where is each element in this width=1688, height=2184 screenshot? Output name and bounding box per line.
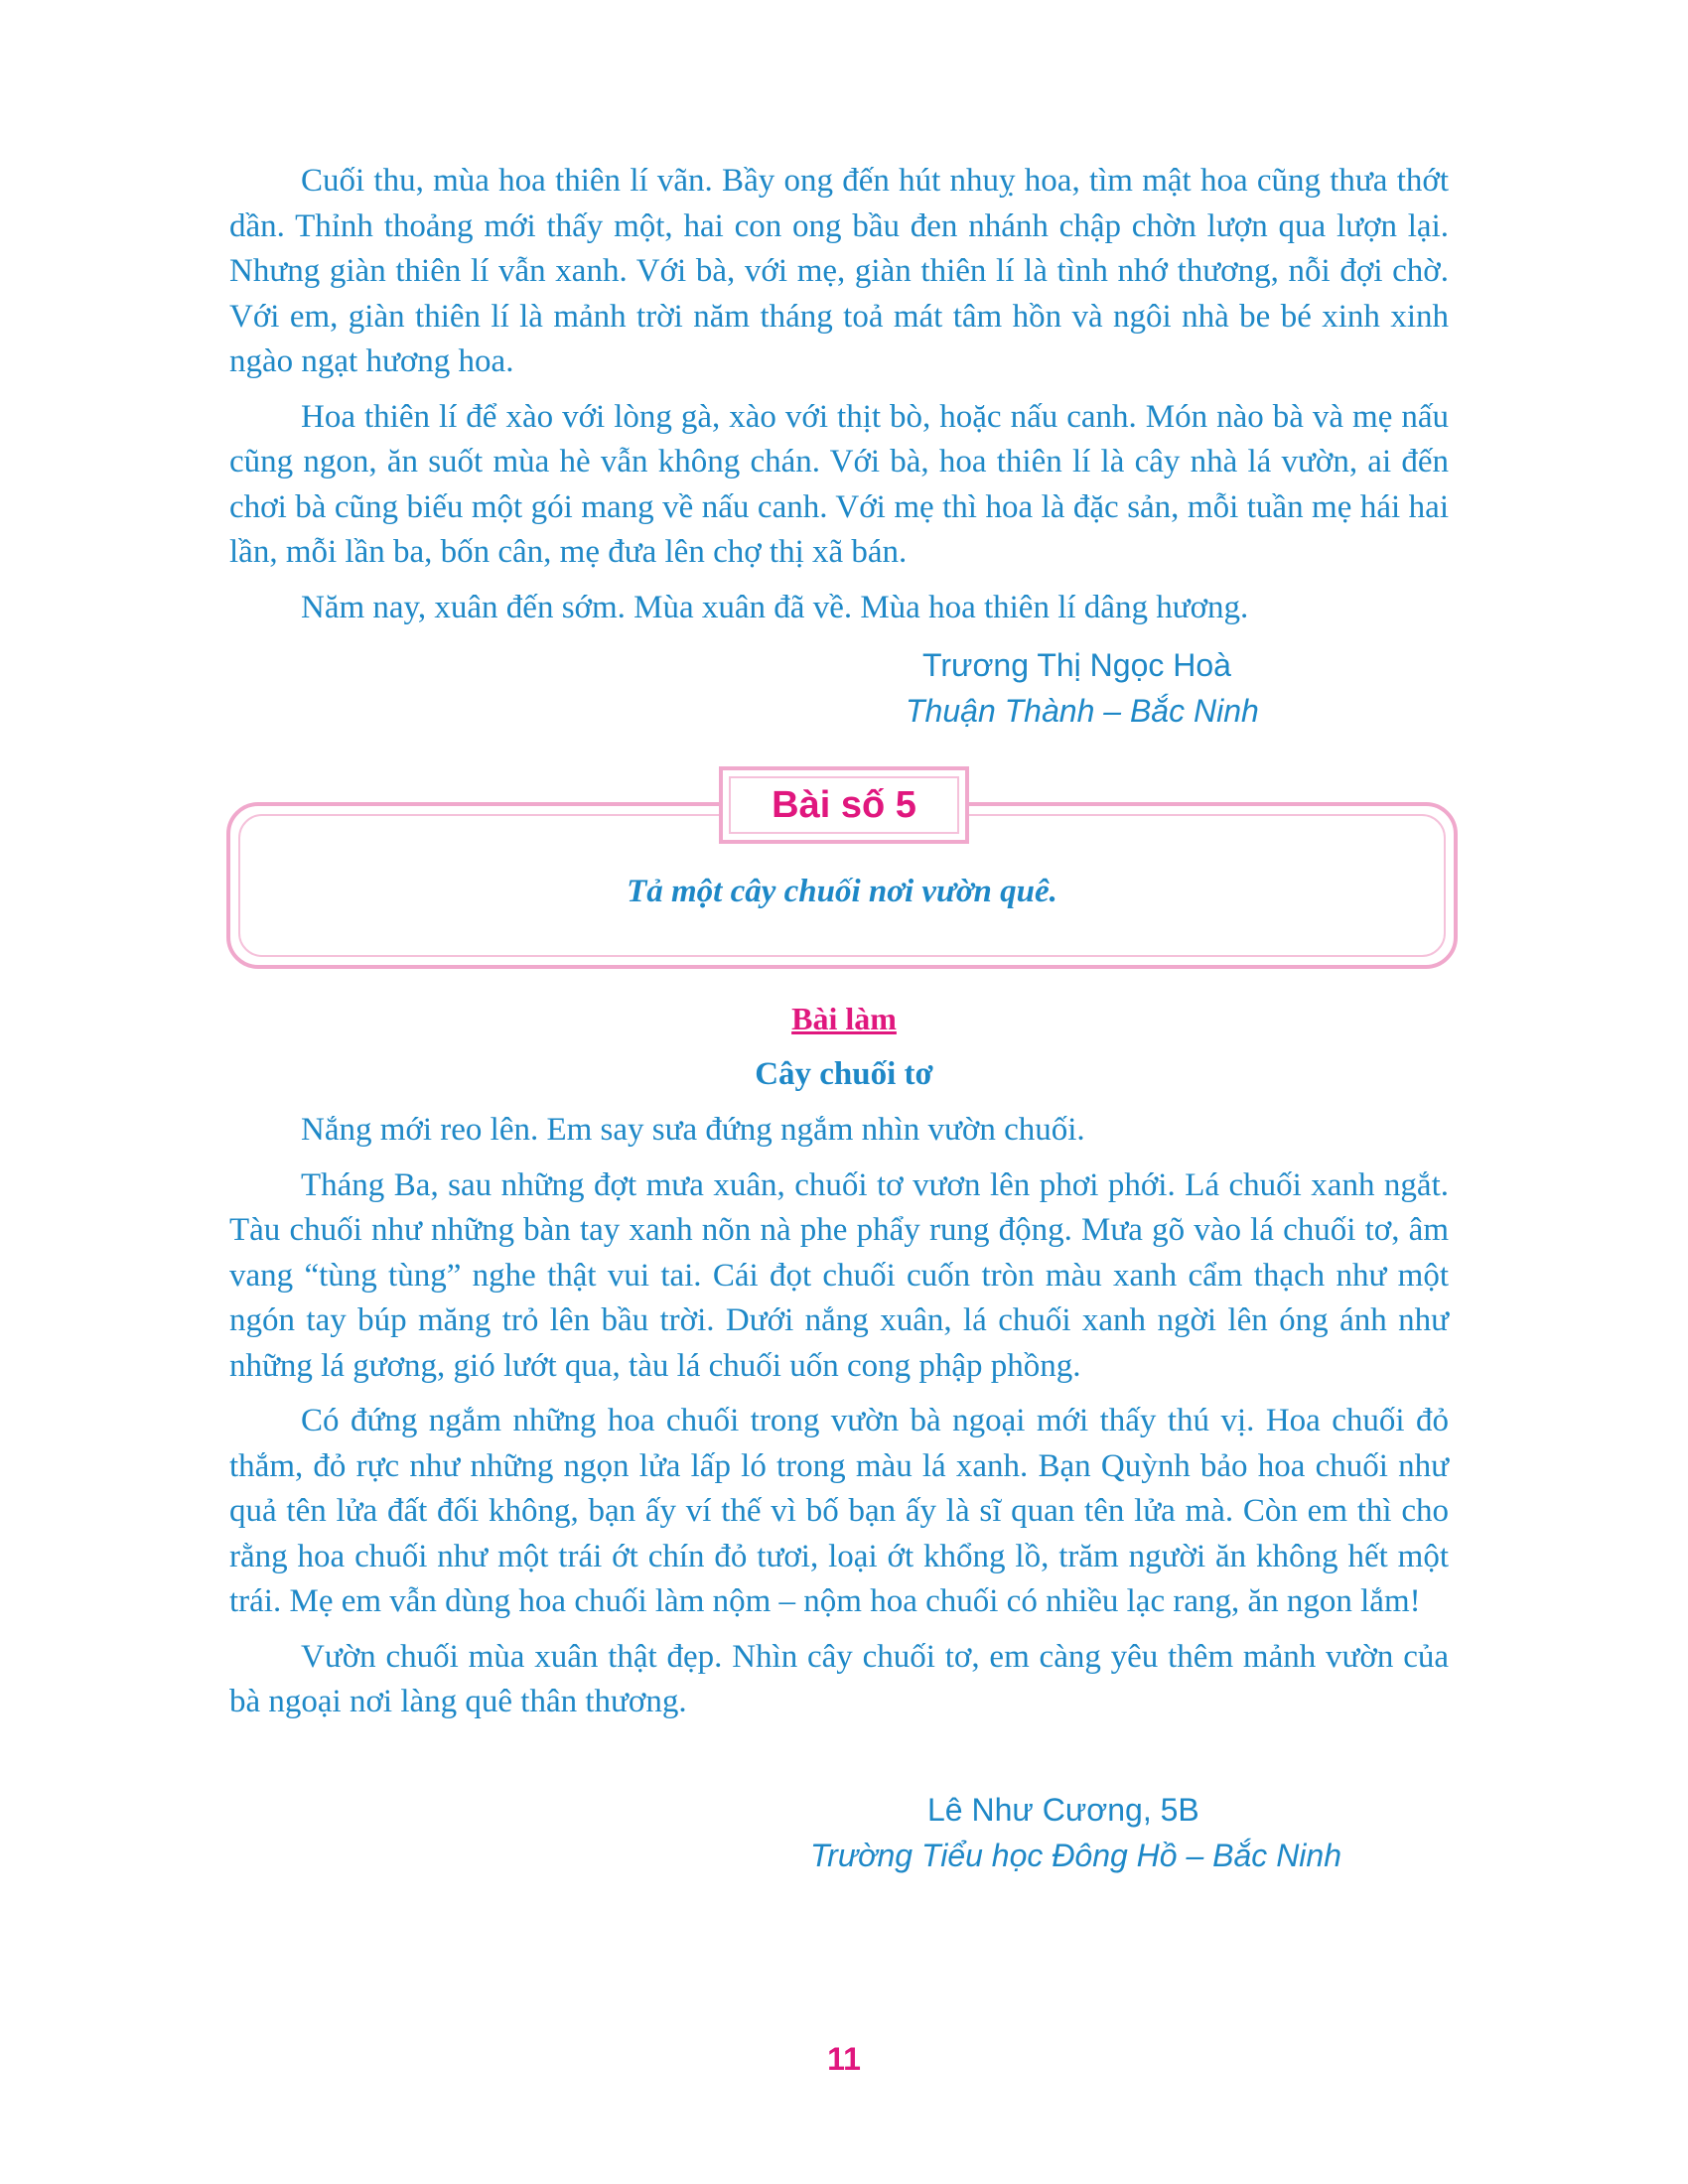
- answer-title: Cây chuối tơ: [755, 1056, 933, 1092]
- answer-paragraph: Tháng Ba, sau những đợt mưa xuân, chuối tơ vươn lên phơi phới. Lá chuối xanh ngắt. Tàu chuối như những bàn tay xanh nõn nà phe phẩy rung động. Mưa gõ vào lá chuối tơ, âm vang “tùng tùng” nghe thật vui tai. Cái đọt chuối cuốn tròn màu xanh cẩm thạch như một ngón tay búp măng trỏ lên bầu trời. Dưới nắng xuân, lá chuối xanh ngời lên óng ánh như những lá gương, gió lướt qua, tàu lá chuối uốn cong phập phồng.: [229, 1166, 1449, 1384]
- story-paragraph: Cuối thu, mùa hoa thiên lí vãn. Bầy ong đến hút nhuỵ hoa, tìm mật hoa cũng thưa thớt dần. Thỉnh thoảng mới thấy một, hai con ong bầu đen nhánh chập chờn lượn qua lượn lại. Nhưng giàn thiên lí vẫn xanh. Với bà, với mẹ, giàn thiên lí là tình nhớ thương, nỗi đợi chờ. Với em, giàn thiên lí là mảnh trời năm tháng toả mát tâm hồn và ngôi nhà be bé xinh xinh ngào ngạt hương hoa.: [229, 163, 1449, 379]
- answer-place: Trường Tiểu học Đông Hồ – Bắc Ninh: [810, 1838, 1341, 1873]
- answer-section: [229, 1108, 1449, 1725]
- page-number: 11: [827, 2041, 861, 2077]
- answer-paragraph: Vườn chuối mùa xuân thật đẹp. Nhìn cây chuối tơ, em càng yêu thêm mảnh vườn của bà ngoại nơi làng quê thân thương.: [229, 1638, 1449, 1719]
- story-section: [229, 159, 1449, 630]
- story-place: Thuận Thành – Bắc Ninh: [906, 693, 1259, 729]
- answer-paragraph: Nắng mới reo lên. Em say sưa đứng ngắm nhìn vườn chuối.: [301, 1112, 1085, 1148]
- answer-label: Bài làm: [791, 1001, 897, 1036]
- story-paragraph: Hoa thiên lí để xào với lòng gà, xào với thịt bò, hoặc nấu canh. Món nào bà và mẹ nấu cũng ngon, ăn suốt mùa hè vẫn không chán. Với bà, hoa thiên lí là cây nhà lá vườn, ai đến chơi bà cũng biếu một gói mang về nấu canh. Với mẹ thì hoa là đặc sản, mỗi tuần mẹ hái hai lần, mỗi lần ba, bốn cân, mẹ đưa lên chợ thị xã bán.: [229, 398, 1449, 570]
- exercise-badge: [719, 766, 969, 844]
- exercise-badge-label: Bài số 5: [729, 776, 959, 834]
- story-paragraph: Năm nay, xuân đến sớm. Mùa xuân đã về. Mùa hoa thiên lí dâng hương.: [301, 589, 1249, 625]
- answer-paragraph: Có đứng ngắm những hoa chuối trong vườn bà ngoại mới thấy thú vị. Hoa chuối đỏ thắm, đỏ rực như những ngọn lửa lấp ló trong màu lá xanh. Bạn Quỳnh bảo hoa chuối như quả tên lửa đất đối không, bạn ấy ví thế vì bố bạn ấy là sĩ quan tên lửa mà. Còn em thì cho rằng hoa chuối như một trái ớt chín đỏ tươi, loại ớt khổng lồ, trăm người ăn không hết một trái. Mẹ em vẫn dùng hoa chuối làm nộm – nộm hoa chuối có nhiều lạc rang, ăn ngon lắm!: [229, 1403, 1449, 1619]
- exercise-prompt: Tả một cây chuối nơi vườn quê.: [627, 874, 1057, 909]
- answer-author: Lê Như Cương, 5B: [927, 1792, 1199, 1828]
- story-author: Trương Thị Ngọc Hoà: [922, 647, 1231, 683]
